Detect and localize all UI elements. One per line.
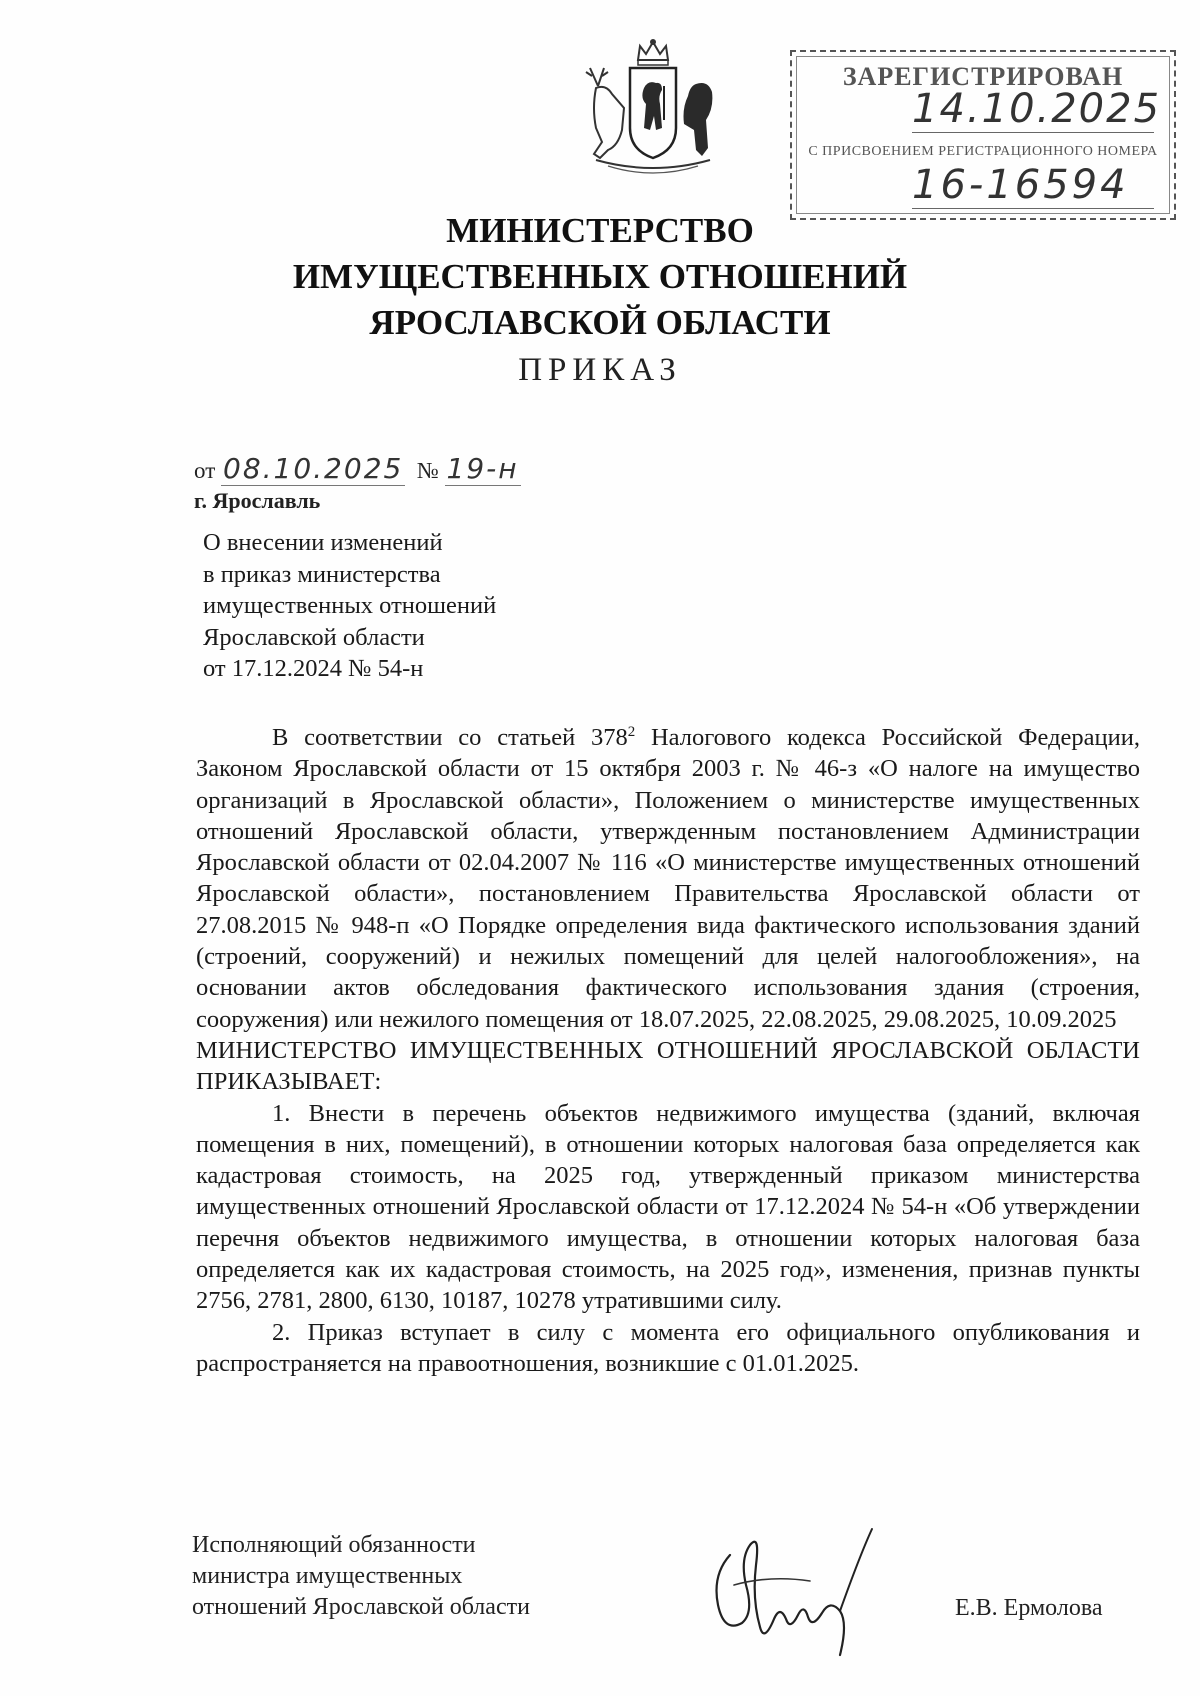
subject-line: Ярославской области <box>203 623 425 651</box>
document-subject <box>203 527 603 685</box>
signer-name: Е.В. Ермолова <box>955 1595 1103 1621</box>
order-item-2: 2. Приказ вступает в силу с момента его официального опубликования и распространяется на правоотношения, возникшие с 01.01.2025. <box>196 1318 1140 1377</box>
document-body <box>196 722 1140 1379</box>
subject-line: от 17.12.2024 № 54-н <box>203 655 424 682</box>
signer-position-line: отношений Ярославской области <box>192 1594 530 1620</box>
registration-stamp <box>790 50 1176 220</box>
document-date-number <box>194 452 521 485</box>
stamp-subtitle: С ПРИСВОЕНИЕМ РЕГИСТРАЦИОННОГО НОМЕРА <box>808 144 1158 159</box>
org-line: ИМУЩЕСТВЕННЫХ ОТНОШЕНИЙ <box>292 257 908 296</box>
preamble-start: В соответствии со статьей 378 <box>272 724 628 751</box>
stamp-registration-number: 16-16594 <box>912 162 1129 208</box>
document-number: 19-н <box>446 452 519 485</box>
preamble-rest: Налогового кодекса Российской Федерации, Законом Ярославской области от 15 октября 2003 г. № 46-з «О налоге на имущество организаций в Ярославской области», Положением о министерстве имущественных отношений Ярославской области, утвержденным постановлением Администрации Ярославской области от 02.04.2007 № 116 «О министерстве имущественных отношений Ярославской области», постановлением Правительства Ярославской области от 27.08.2015 № 948-п «О Порядке определения вида фактического использования зданий (строений, сооружений) и нежилых помещений для целей налогообложения», на основании актов обследования фактического использования здания (строения, сооружения) или нежилого помещения от 18.07.2025, 22.08.2025, 29.08.2025, 10.09.2025 <box>196 724 1140 1033</box>
coat-of-arms-emblem <box>578 38 728 178</box>
orders-paragraph: МИНИСТЕРСТВО ИМУЩЕСТВЕННЫХ ОТНОШЕНИЙ ЯРОСЛАВСКОЙ ОБЛАСТИ ПРИКАЗЫВАЕТ: <box>196 1036 1140 1096</box>
subject-line: имущественных отношений <box>203 592 497 619</box>
number-label: № <box>416 458 439 483</box>
subject-line: в приказ министерства <box>203 560 441 588</box>
organization-header <box>0 208 1200 346</box>
document-date: 08.10.2025 <box>223 452 404 485</box>
org-line: МИНИСТЕРСТВО <box>446 211 754 250</box>
order-item-1: 1. Внести в перечень объектов недвижимого имущества (зданий, включая помещения в них, помещений), в отношении которых налоговая база определяется как кадастровая стоимость, на 2025 год, утвержденный приказом министерства имущественных отношений Ярославской области от 17.12.2024 № 54-н «Об утверждении перечня объектов недвижимого имущества, в отношении которых налоговая база определяется как их кадастровая стоимость, на 2025 год», изменения, признав пункты 2756, 2781, 2800, 6130, 10187, 10278 утратившими силу. <box>196 1099 1140 1315</box>
from-label: от <box>194 458 216 483</box>
signer-position-line: министра имущественных <box>192 1563 463 1589</box>
signer-position-line: Исполняющий обязанности <box>192 1532 476 1558</box>
stamp-registration-date: 14.10.2025 <box>912 86 1162 132</box>
stamp-title: ЗАРЕГИСТРИРОВАН <box>842 62 1124 91</box>
article-superscript: 2 <box>627 723 636 740</box>
org-line: ЯРОСЛАВСКОЙ ОБЛАСТИ <box>369 303 831 342</box>
signer-position <box>192 1530 530 1623</box>
subject-line: О внесении изменений <box>203 529 443 556</box>
city: г. Ярославль <box>194 488 321 513</box>
stamp-divider <box>912 132 1154 133</box>
handwritten-signature <box>690 1515 880 1665</box>
document-type-title: ПРИКАЗ <box>518 352 682 388</box>
preamble-paragraph <box>196 722 1140 1035</box>
